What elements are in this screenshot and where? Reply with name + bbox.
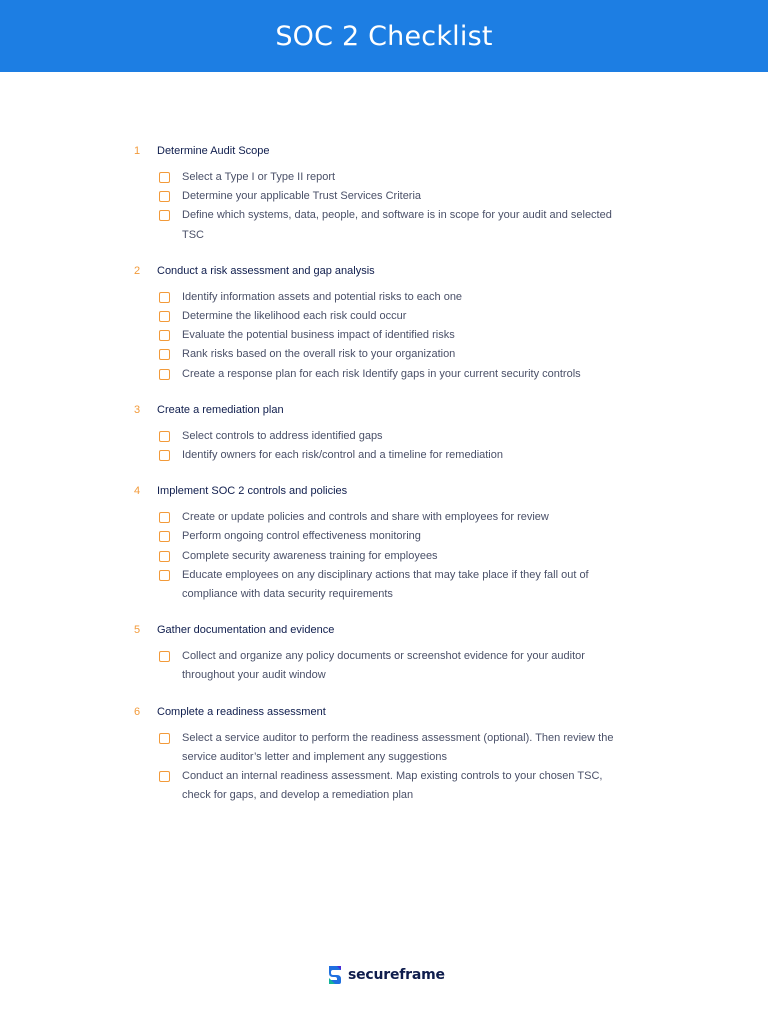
checkbox-icon[interactable]: [159, 531, 170, 542]
checklist-item: [159, 767, 644, 805]
checkbox-icon[interactable]: [159, 369, 170, 380]
checklist-items: [134, 647, 644, 685]
checklist-item: [159, 729, 644, 767]
checklist-item: [159, 168, 644, 187]
section-heading: [134, 260, 644, 282]
checkbox-icon[interactable]: [159, 210, 170, 221]
checklist-item: [159, 288, 644, 307]
checklist-item-text: Rank risks based on the overall risk to your organization: [182, 348, 456, 361]
checklist-section: [134, 260, 644, 384]
section-title: Implement SOC 2 controls and policies: [157, 485, 348, 498]
checklist-item-text: Perform ongoing control effectiveness monitoring: [182, 530, 421, 543]
section-heading: [134, 480, 644, 502]
section-number: 2: [134, 264, 141, 277]
brand-name: secureframe: [348, 967, 445, 983]
checklist-item: [159, 307, 644, 326]
checklist-item-text: Educate employees on any disciplinary actions that may take place if they fall out of compliance with data security requirements: [182, 568, 589, 601]
checkbox-icon[interactable]: [159, 512, 170, 523]
section-title: Complete a readiness assessment: [157, 705, 326, 718]
checkbox-icon[interactable]: [159, 733, 170, 744]
section-title: Create a remediation plan: [157, 403, 284, 416]
checklist-item-text: Select a service auditor to perform the readiness assessment (optional). Then review the service auditor’s letter and implement any suggestions: [182, 731, 614, 763]
section-title: Determine Audit Scope: [157, 145, 270, 157]
checklist-item-text: Evaluate the potential business impact of identified risks: [182, 329, 455, 342]
checklist-section: [134, 619, 644, 685]
section-title: Conduct a risk assessment and gap analysis: [157, 264, 375, 277]
page-title: SOC 2 Checklist: [275, 20, 493, 52]
checklist-item: [159, 365, 644, 384]
checklist-item: [159, 345, 644, 364]
footer-logo: [327, 964, 445, 986]
checklist: [134, 140, 644, 820]
checklist-section: [134, 140, 644, 245]
checkbox-icon[interactable]: [159, 311, 170, 322]
checkbox-icon[interactable]: [159, 349, 170, 360]
section-heading: [134, 619, 644, 641]
checklist-item: [159, 547, 644, 566]
checklist-item: [159, 446, 644, 465]
checklist-items: [134, 288, 644, 384]
checkbox-icon[interactable]: [159, 570, 170, 581]
header-bar: [0, 0, 768, 72]
checklist-section: [134, 399, 644, 465]
checkbox-icon[interactable]: [159, 292, 170, 303]
checklist-item-text: Identify owners for each risk/control and a timeline for remediation: [182, 449, 503, 462]
checkbox-icon[interactable]: [159, 450, 170, 461]
checklist-items: [134, 168, 644, 245]
checklist-items: [134, 508, 644, 604]
checklist-item-text: Complete security awareness training for employees: [182, 549, 438, 562]
section-number: 6: [134, 705, 141, 718]
checklist-item: [159, 566, 644, 604]
checklist-item: [159, 527, 644, 546]
checkbox-icon[interactable]: [159, 330, 170, 341]
checklist-item: [159, 427, 644, 446]
checklist-section: [134, 701, 644, 806]
checklist-item: [159, 508, 644, 527]
checkbox-icon[interactable]: [159, 172, 170, 183]
checklist-item-text: Create or update policies and controls and share with employees for review: [182, 511, 549, 524]
checklist-item: [159, 206, 644, 244]
checklist-item-text: Create a response plan for each risk Identify gaps in your current security controls: [182, 367, 581, 380]
section-heading: [134, 701, 644, 723]
section-number: 5: [134, 624, 141, 637]
checkbox-icon[interactable]: [159, 191, 170, 202]
checklist-item-text: Identify information assets and potential risks to each one: [182, 290, 463, 303]
section-title: Gather documentation and evidence: [157, 624, 335, 637]
checklist-item: [159, 647, 644, 685]
section-heading: [134, 399, 644, 421]
checklist-item: [159, 187, 644, 206]
section-number: 1: [134, 145, 141, 157]
checklist-items: [134, 427, 644, 465]
checkbox-icon[interactable]: [159, 771, 170, 782]
checkbox-icon[interactable]: [159, 551, 170, 562]
checklist-item: [159, 326, 644, 345]
checklist-item-text: Define which systems, data, people, and software is in scope for your audit and selected TSC: [182, 209, 612, 241]
checklist-item-text: Determine the likelihood each risk could occur: [182, 310, 407, 323]
checklist-items: [134, 729, 644, 806]
secureframe-logo-icon: [327, 964, 343, 986]
checklist-item-text: Conduct an internal readiness assessment. Map existing controls to your chosen TSC, check for gaps, and develop a remediation plan: [182, 770, 603, 802]
checklist-item-text: Select a Type I or Type II report: [182, 171, 336, 183]
section-number: 3: [134, 403, 141, 416]
checklist-section: [134, 480, 644, 604]
checklist-item-text: Determine your applicable Trust Services Criteria: [182, 190, 422, 203]
section-number: 4: [134, 485, 141, 498]
checklist-item-text: Select controls to address identified gaps: [182, 429, 383, 442]
checkbox-icon[interactable]: [159, 431, 170, 442]
section-heading: [134, 140, 644, 162]
checkbox-icon[interactable]: [159, 651, 170, 662]
checklist-item-text: Collect and organize any policy documents or screenshot evidence for your auditor throughout your audit window: [182, 650, 585, 682]
